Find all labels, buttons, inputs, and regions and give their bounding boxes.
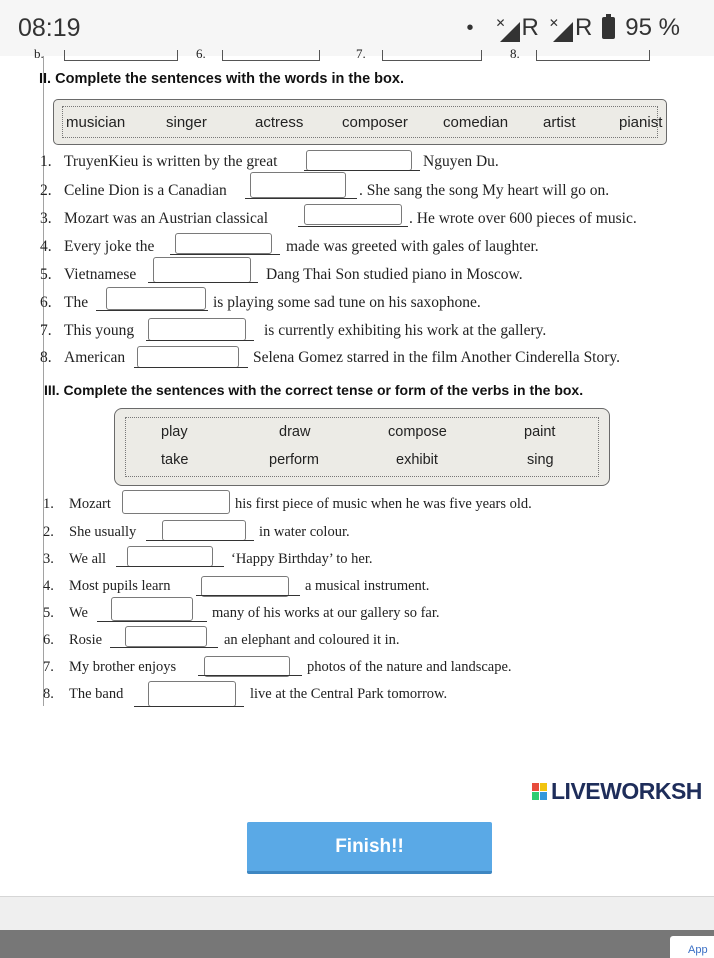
answer-field[interactable] xyxy=(536,50,650,61)
answer-field[interactable] xyxy=(137,346,239,368)
answer-field[interactable] xyxy=(222,50,320,61)
sentence-text: She usually xyxy=(69,524,137,540)
word-option: singer xyxy=(166,114,207,131)
word-option: comedian xyxy=(443,114,509,131)
item-label: 8. xyxy=(510,46,520,61)
sentence-text: We all xyxy=(69,551,107,567)
answer-field[interactable] xyxy=(306,150,412,171)
bottom-panel xyxy=(0,930,714,958)
sentence-text: Vietnamese xyxy=(64,266,137,283)
worksheet xyxy=(0,46,714,896)
sentence-text: ‘Happy Birthday’ to her. xyxy=(231,551,373,567)
sentence-text: Celine Dion is a Canadian xyxy=(64,182,227,199)
status-icons xyxy=(466,14,680,42)
battery-icon xyxy=(602,17,615,39)
finish-button[interactable]: Finish!! xyxy=(247,822,492,874)
sentence-text: This young xyxy=(64,322,135,339)
answer-field[interactable] xyxy=(111,597,193,621)
sentence-text: Mozart was an Austrian classical xyxy=(64,210,269,227)
sentence-text: his first piece of music when he was five years old. xyxy=(235,496,532,512)
sentence-number: 8. xyxy=(40,349,52,366)
verb-option: sing xyxy=(527,452,554,468)
verb-box xyxy=(114,408,610,486)
word-option: composer xyxy=(342,114,408,131)
sentence-text: photos of the nature and landscape. xyxy=(307,659,512,675)
sentence-text: My brother enjoys xyxy=(69,659,177,675)
sentence-text: made was greeted with gales of laughter. xyxy=(286,238,539,255)
sentence-text: Most pupils learn xyxy=(69,578,171,594)
sentence-text: in water colour. xyxy=(259,524,350,540)
verb-option: exhibit xyxy=(396,452,438,468)
previous-exercise-row xyxy=(30,46,680,68)
signal-roaming-label: R xyxy=(521,14,539,41)
verb-option: compose xyxy=(388,424,447,440)
verb-option: play xyxy=(161,424,188,440)
sentence-text: TruyenKieu is written by the great xyxy=(64,153,278,170)
sentence-number: 4. xyxy=(43,578,54,594)
sentence-text: many of his works at our gallery so far. xyxy=(212,605,440,621)
sentence-number: 6. xyxy=(40,294,52,311)
item-label: 6. xyxy=(196,46,206,61)
sentence-number: 2. xyxy=(40,182,52,199)
sentence-number: 8. xyxy=(43,686,54,702)
status-time: 08:19 xyxy=(18,14,81,42)
answer-field[interactable] xyxy=(304,204,402,225)
sentence-number: 7. xyxy=(40,322,52,339)
answer-field[interactable] xyxy=(148,681,236,707)
word-option: pianist xyxy=(619,114,663,131)
answer-field[interactable] xyxy=(153,257,251,283)
sentence-text: The band xyxy=(69,686,124,702)
answer-field[interactable] xyxy=(382,50,482,61)
sentence-text: a musical instrument. xyxy=(305,578,430,594)
sentence-number: 4. xyxy=(40,238,52,255)
sentence-text: Selena Gomez starred in the film Another Cinderella Story. xyxy=(253,349,621,366)
sentence-number: 2. xyxy=(43,524,54,540)
verb-option: paint xyxy=(524,424,556,440)
word-option: musician xyxy=(66,114,126,131)
answer-field[interactable] xyxy=(162,520,246,541)
sentence-number: 1. xyxy=(40,153,52,170)
answer-field[interactable] xyxy=(122,490,230,514)
signal-icon-1: ✕ R xyxy=(495,14,539,41)
sentence-text: Nguyen Du. xyxy=(423,153,499,170)
sentence-text: American xyxy=(64,349,126,366)
verb-option: perform xyxy=(269,452,319,468)
signal-icon-2: ✕ R xyxy=(548,14,593,41)
verb-option: take xyxy=(161,452,189,468)
battery-percent: 95 % xyxy=(625,14,680,41)
sentence-number: 5. xyxy=(43,605,54,621)
app-tab-label: App xyxy=(688,944,708,956)
liveworksheets-logo xyxy=(532,778,702,805)
item-label: 7. xyxy=(356,46,366,61)
logo-text: LIVEWORKSH xyxy=(551,778,702,804)
answer-field[interactable] xyxy=(125,626,207,647)
sentence-number: 7. xyxy=(43,659,54,675)
notification-dot-icon: • xyxy=(466,16,474,39)
answer-field[interactable] xyxy=(201,576,289,597)
sentence-text: an elephant and coloured it in. xyxy=(224,632,400,648)
sentence-text: The xyxy=(64,294,89,311)
word-option: artist xyxy=(543,114,576,131)
answer-field[interactable] xyxy=(106,287,206,310)
sentence-number: 1. xyxy=(43,496,54,512)
verb-option: draw xyxy=(279,424,311,440)
answer-field[interactable] xyxy=(204,656,290,677)
section-3-heading: III. Complete the sentences with the correct tense or form of the verbs in the box. xyxy=(44,382,584,398)
sentence-number: 5. xyxy=(40,266,52,283)
signal-roaming-label: R xyxy=(574,14,593,41)
section-2-heading: II. Complete the sentences with the words in the box. xyxy=(39,71,404,87)
sentence-text: live at the Central Park tomorrow. xyxy=(250,686,448,702)
word-option: actress xyxy=(255,114,304,131)
answer-field[interactable] xyxy=(127,546,213,567)
item-label: b. xyxy=(34,46,44,61)
answer-field[interactable] xyxy=(250,172,346,198)
answer-field[interactable] xyxy=(148,318,246,341)
sentence-number: 6. xyxy=(43,632,54,648)
sentence-text: . He wrote over 600 pieces of music. xyxy=(409,210,637,227)
sentence-text: Rosie xyxy=(69,632,103,648)
sentence-text: . She sang the song My heart will go on. xyxy=(359,182,610,199)
sentence-text: Mozart xyxy=(69,496,111,512)
sentence-text: Dang Thai Son studied piano in Moscow. xyxy=(266,266,523,283)
app-tab[interactable] xyxy=(670,936,714,958)
sentence-text: is currently exhibiting his work at the gallery. xyxy=(264,322,547,339)
sentence-text: is playing some sad tune on his saxophone. xyxy=(213,294,481,311)
sentence-number: 3. xyxy=(43,551,54,567)
sentence-text: Every joke the xyxy=(64,238,155,255)
sentence-text: We xyxy=(69,605,88,621)
liveworksheets-logo-icon xyxy=(532,783,548,801)
answer-field[interactable] xyxy=(175,233,272,254)
bottom-spacer-bar xyxy=(0,896,714,931)
answer-field[interactable] xyxy=(64,50,178,61)
sentence-number: 3. xyxy=(40,210,52,227)
